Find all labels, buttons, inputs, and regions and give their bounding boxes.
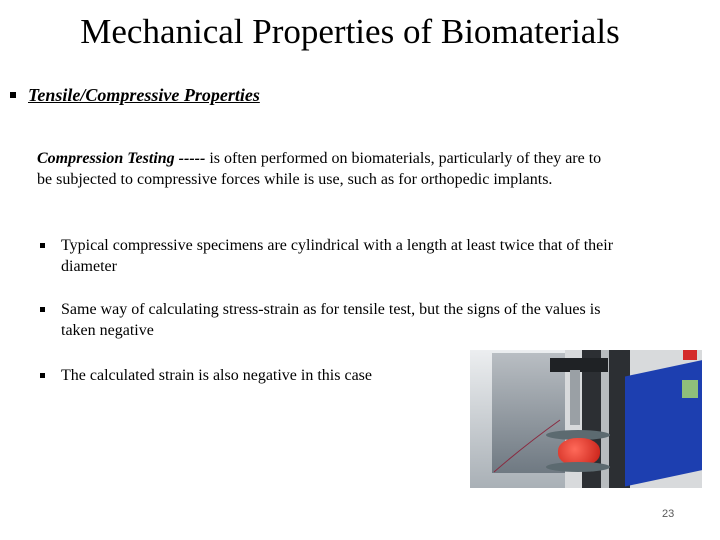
page-number: 23	[662, 508, 675, 520]
bullet-item	[40, 299, 620, 341]
bottom-platen	[546, 462, 610, 472]
section-heading-text: Tensile/Compressive Properties	[28, 85, 260, 105]
compression-test-photo	[470, 350, 702, 488]
intro-paragraph	[37, 148, 617, 190]
controller-screen	[682, 380, 698, 398]
controller-unit	[625, 359, 702, 486]
load-rod	[570, 370, 580, 425]
slide-title: Mechanical Properties of Biomaterials	[80, 12, 620, 51]
intro-lead-term: Compression Testing -----	[37, 150, 206, 167]
intro-text: is often performed on biomaterials, particularly of they are to be subjected to compressive forces while is use, such as for orthopedic implants.	[37, 150, 602, 188]
bullet-text: The calculated strain is also negative in this case	[61, 367, 372, 384]
controller-knob	[683, 350, 697, 360]
square-bullet-icon	[40, 243, 45, 248]
bullet-text: Typical compressive specimens are cylindrical with a length at least twice that of their diameter	[61, 237, 614, 275]
section-heading	[10, 84, 260, 106]
bullet-text: Same way of calculating stress-strain as for tensile test, but the signs of the values is taken negative	[61, 301, 601, 339]
square-bullet-icon	[40, 373, 45, 378]
square-bullet-icon	[10, 92, 16, 98]
bullet-item	[40, 235, 620, 277]
square-bullet-icon	[40, 307, 45, 312]
